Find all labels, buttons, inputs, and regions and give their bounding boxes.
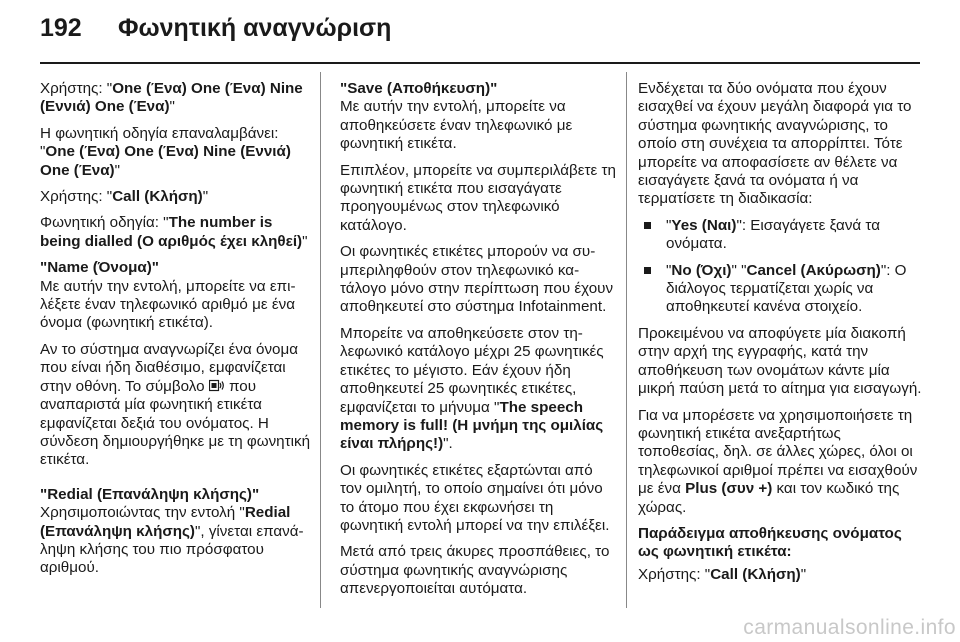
section-heading: "Save (Αποθήκευση)" (340, 80, 498, 97)
watermark: carmanualsonline.info (743, 616, 956, 639)
column-1 (40, 80, 312, 586)
paragraph: Χρήστης: "One (Ένα) One (Ένα) Nine (Εννιά) One (Ένα)" (40, 80, 303, 116)
paragraph: Μπορείτε να αποθηκεύσετε στον τηλεφωνικό κατάλογο μέχρι 25 φωνητικές ετικέτες το μέγιστο. Εάν έχουν ήδη αποθηκευτεί 25 φωνητικές ετικέτες, εμφανίζεται το μήνυμα "The speech memory is full! (Η μνήμη της ομιλίας είναι πλήρης!)". (340, 324, 604, 453)
paragraph: Οι φωνητικές ετικέτες μπορούν να συμπεριληφθούν στον τηλεφωνικό κατάλογο μόνο στην περίπτωση που έχουν αποθηκευτεί στο σύστημα Infotainment. (340, 243, 614, 316)
paragraph: Προκειμένου να αποφύγετε μία διακοπή στην αρχή της εγγραφής, κατά την αποθήκευση των ονομάτων κάντε μία μικρή παύση μετά το αίτημα για εισαγωγή. (638, 324, 922, 398)
paragraph: Φωνητική οδηγία: "The number is being dialled (Ο αριθμός έχει κληθεί)" (40, 214, 308, 250)
paragraph: Χρήστης: "Call (Κλήση)" (638, 565, 807, 583)
paragraph: Για να μπορέσετε να χρησιμοποιήσετε τη φωνητική ετικέτα ανεξαρτήτως τοποθεσίας, δηλ. σε άλλες χώρες, όλοι οι τηλεφωνικοί αριθμοί πρέπει να εισαχθούν με ένα Plus (συν +) και τον κωδικό της χώρας. (638, 406, 918, 516)
voice-tag-icon (209, 379, 225, 392)
paragraph: Η φωνητική οδηγία επαναλαμβάνει: "One (Ένα) One (Ένα) Nine (Εννιά) One (Ένα)" (40, 124, 291, 179)
paragraph: Με αυτήν την εντολή, μπορείτε να επιλέξετε έναν τηλεφωνικό αριθμό με ένα όνομα (φωνητική ετικέτα). (40, 277, 296, 332)
bullet-square-icon (644, 267, 651, 274)
section-heading: "Name (Όνομα)" (40, 259, 159, 277)
paragraph: Χρησιμοποιώντας την εντολή "Redial (Επανάληψη κλήσης)", γίνεται επανάληψη κλήσης του πιο πρόσφατου αριθμού. (40, 504, 304, 577)
column-divider (626, 72, 627, 608)
paragraph: Ενδέχεται τα δύο ονόματα που έχουν εισαχθεί να έχουν μεγάλη διαφορά για το σύστημα φωνητικής αναγνώρισης, το οποίο στη συνέχεια τα απορρίπτει. Τότε μπορείτε να αποφασίσετε αν θέλετε να εισαγάγετε ξανά τα ονόματα ή να τερματίσετε τη διαδικασία: (638, 80, 912, 208)
column-divider (320, 72, 321, 608)
chapter-title: Φωνητική αναγνώριση (118, 14, 392, 42)
section-heading: Παράδειγμα αποθήκευσης ονόματος ως φωνητική ετικέτα: (638, 524, 902, 561)
bullet-item: "Yes (Ναι)": Εισαγάγετε ξανά τα ονόματα. (638, 217, 922, 254)
column-3 (638, 80, 922, 592)
paragraph: Μετά από τρεις άκυρες προσπάθειες, το σύστημα φωνητικής αναγνώρισης απενεργοποιείται αυτόματα. (340, 543, 610, 598)
column-2 (340, 80, 616, 607)
paragraph: Με αυτήν την εντολή, μπορείτε να αποθηκεύσετε έναν τηλεφωνικό με φωνητική ετικέτα. (340, 98, 573, 153)
bullet-item: "No (Όχι)" "Cancel (Ακύρωση)": Ο διάλογος τερματίζεται χωρίς να αποθηκευτεί κανένα στοιχείο. (638, 262, 922, 317)
page-number: 192 (40, 14, 82, 42)
paragraph: Οι φωνητικές ετικέτες εξαρτώνται από τον ομιλητή, το οποίο σημαίνει ότι μόνο το άτομο που έχει εκφωνήσει τη φωνητική εντολή μπορεί να την επιλέξει. (340, 461, 610, 534)
page-header (40, 14, 920, 50)
bullet-square-icon (644, 222, 651, 229)
paragraph: Αν το σύστημα αναγνωρίζει ένα όνομα που είναι ήδη διαθέσιμο, εμφανίζεται στην οθόνη. Το σύμβολο που αναπαριστά μία φωνητική ετικέτα εμφανίζεται δεξιά του ονόματος. Η σύνδεση δημιουργήθηκε με τη φωνητική ετικέτα. (40, 340, 311, 469)
section-heading: "Redial (Επανάληψη κλήσης)" (40, 485, 260, 503)
paragraph: Επιπλέον, μπορείτε να συμπεριλάβετε τη φωνητική ετικέτα που εισαγάγατε προηγουμένως στον τηλεφωνικό κατάλογο. (340, 161, 616, 234)
header-rule (40, 62, 920, 64)
paragraph: Χρήστης: "Call (Κλήση)" (40, 188, 209, 206)
